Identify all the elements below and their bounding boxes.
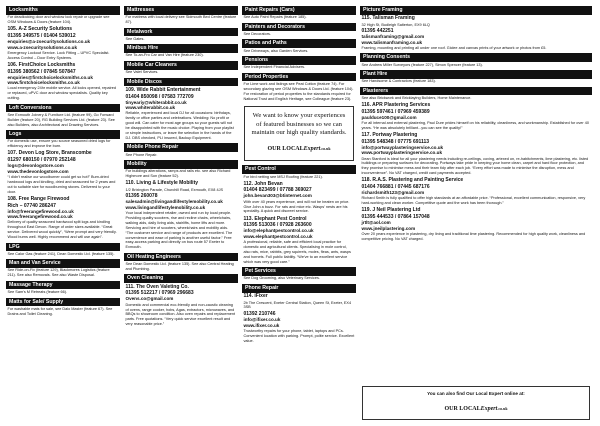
logo-part: .co.uk xyxy=(320,146,331,152)
logo-part: LOCAL xyxy=(282,146,304,153)
listing-email[interactable]: paulduce100@gmail.com xyxy=(361,114,417,120)
section-header-pet-services: Pet Services xyxy=(242,267,356,276)
logo-part: LOCAL xyxy=(459,406,481,412)
listing-name: 115. Talisman Framing xyxy=(361,15,415,22)
logo-part: .co.uk xyxy=(497,406,508,411)
online-footer-box xyxy=(362,386,590,420)
listing-email[interactable]: info@freerangefirewood.co.uk xyxy=(7,208,74,214)
phone-repair-text: See Phone Repair. xyxy=(125,152,158,157)
section-header-period: Period Properties xyxy=(242,73,356,82)
listing-description: A professional, reliable, safe and efficient local practice for domestic and agricultural clients. Specialising in mole control, also rats, mice, rabbits, grey squirrels, moles, fleas, ants, wasps and hornets. Full public liability. “We've to an excellent service which was very good care.” xyxy=(243,240,351,264)
listing-email[interactable]: info@portwayplasteringservice.co.uk xyxy=(361,144,444,150)
logo-part: Expert xyxy=(303,146,321,153)
listing-name: 118. R.A.S. Plastering and Painting Service xyxy=(361,177,464,184)
section-header-oil-heating: Oil Heating Engineers xyxy=(124,253,238,262)
listing-description: Local emergency 24hr mobile service. All locks opened, repaired or replaced, uPVC door and window specialists. Quality key cutting. xyxy=(7,86,116,101)
listing-email[interactable]: logs@devonlogstore.com xyxy=(7,163,64,169)
pensions-text: See Independent Financial Advisers. xyxy=(243,65,306,70)
listing-email[interactable]: Ovens.co@gmail.com xyxy=(125,296,174,302)
section-header-pest-control: Pest Control xyxy=(242,165,356,174)
listing-description: For all internal and external plastering, Paul Dure prides himself on his reliability, cleanliness, and workmanship. Established for over 40 years. “He was absolutely brilliant...you can see the quality!” xyxy=(361,121,589,130)
feedback-advert xyxy=(244,106,354,161)
section-header-lpg: LPG xyxy=(6,243,120,252)
logs-note: For domestic use, ensure you source seasoned dried logs for efficiency and improve the burn. xyxy=(7,139,111,149)
column-4 xyxy=(360,4,592,382)
patios-text: See Driveways, also Garden Services. xyxy=(243,48,309,53)
listing-description: Your local independent retailer, owned and run by local people. Providing quality scooters, rise and recline chairs, wheelchairs, walking aids, daily living aids, stairlifts, home lifts and more. Servicing and hire of scooters, wheelchairs and mobility aids. “The customer service and range of products are excellent. The convenience and ease of parking is another useful factor.” Free easy-access parking and directly on bus route 57 Exeter to Exmouth. xyxy=(125,211,233,250)
listing-website[interactable]: www.talismanframing.co.uk xyxy=(361,39,423,45)
listing-email[interactable]: info@elephantpestcontrol.co.uk xyxy=(243,228,314,234)
plasterers-note: See also Brickwork and Bricklaying Builders, Home Maintenance. xyxy=(361,95,472,100)
listing-phone[interactable]: 01297 680150 / 07970 252148 xyxy=(7,157,76,164)
listing-name: 117. Portway Plastering xyxy=(361,132,418,138)
massage-text: See Sam's M Retreats (feature 66). xyxy=(7,290,68,294)
listing-phone[interactable]: 01395 444533 / 07864 157048 xyxy=(361,214,430,221)
section-header-pensions: Pensions xyxy=(242,56,356,65)
mats-text: For washable mats for sale, see Dalo Master (feature 67). See Drains and Toilet Cleaning. xyxy=(7,306,113,316)
listing-address: 32 High St, Budleigh Salterton, EX9 6LQ xyxy=(361,22,430,27)
pest-control-note: For bird netting see MSJ Roofing (feature 221). xyxy=(243,174,323,179)
planning-text: See Andrew Miller Surveyors (feature 227), Simon Spencer (feature 13). xyxy=(361,62,483,67)
section-header-mobility: Mobility xyxy=(124,160,238,169)
section-header-man-van: Man and Van Service xyxy=(6,259,120,268)
logo-part: OUR xyxy=(444,406,458,412)
listing-email[interactable]: info@ifixer.co.uk xyxy=(243,316,281,322)
listing-description: Reliable, experienced and local DJ for all occasions: birthdays, family or office parties and celebrations. Wedding: No profit or good will. Can cater for most age groups so your guests will not be disappointed with the music choice. Playing from your playlist or simple instructions, or leave the selection in the hands of the DJ. DBS checked, PLI insured, Backup Equipment. xyxy=(125,111,234,140)
section-header-picture-framing: Picture Framing xyxy=(360,6,592,15)
section-header-phone-repair: Mobile Phone Repair xyxy=(124,143,238,152)
listing-name: 105. A-Z Security Solutions xyxy=(7,26,73,33)
section-header-car-cleaners: Mobile Car Cleaners xyxy=(124,61,238,70)
listing-name: 108. Free Range Firewood xyxy=(7,195,70,202)
listing-email[interactable]: tinyeariy@whiterabbit.co.uk xyxy=(125,99,187,105)
listing-phone[interactable]: 01395 548348 / 07775 691113 xyxy=(361,138,430,145)
listing-phone[interactable]: 01395 380562 / 07845 507847 xyxy=(7,68,76,75)
feedback-advert-text: We want to know your experiences of featured businesses so we can maintain our high quality standards. xyxy=(251,112,347,136)
section-header-planning: Planning Consents xyxy=(360,53,592,62)
minibus-text: See To-an-Fro Car and Van Hire (feature 230). xyxy=(125,53,204,58)
mobility-note: For buildings alterations, ramps and rails etc. see also Richard Highmore and Son (feature 52). xyxy=(125,169,231,179)
listing-website[interactable]: www.firstchoicelocksmiths.co.uk xyxy=(7,80,80,86)
listing-email[interactable]: enquiries@firstchoicelocksmiths.co.uk xyxy=(7,74,93,80)
section-header-patios: Patios and Paths xyxy=(242,39,356,48)
pet-services-text: See Dog Grooming, also Veterinary Services. xyxy=(243,276,320,281)
listing-name: 112. John Bevan xyxy=(243,180,283,187)
listing-phone[interactable]: 01395 349575 / 01404 539012 xyxy=(7,32,76,39)
listing-name: 116. APR Plastering Services xyxy=(361,102,431,109)
listing-email[interactable]: talismanframing@gmail.com xyxy=(361,34,425,40)
listing-description: Delivery of quality seasoned hardwood split logs and kindling throughout East Devon. Range of order sizes available. “Great service. Delivered wood quickly”, “Were prompt and very friendly. Wood burns well. Highly recommend and will use again”. xyxy=(7,220,117,240)
listing-phone[interactable]: 01404 823499 / 07788 369027 xyxy=(243,187,312,194)
section-header-phone-repair: Phone Repair xyxy=(242,284,356,293)
section-header-mattresses: Mattresses xyxy=(124,6,238,15)
paint-repairs-text: See Auto Paint Repairs (feature 185). xyxy=(243,15,307,20)
listing-website[interactable]: www.jneilplastering.com xyxy=(361,225,416,231)
listing-description: Emergency Lockout Service. Lock Fitting – UPVC Specialist. Access Control – Door Entry Systems. xyxy=(7,50,110,60)
metalwork-text: See Gates. xyxy=(125,36,145,41)
listing-description: Dean Stanford is ideal for all your plastering needs including re-ceilings, coving, artexed on, re-habitchments, lime plastering, etc. listed buildings or preparing surfaces for decorating. Portways take pride in keeping your home clean, carpet and hard floor protection, and they promise to minimise mess and their team tidy after each job. “Every effort was made to minimise the disruption, mess and inconvenience”. No VAT charged, credit card payments accepted. xyxy=(361,156,589,176)
painters-text: See Decorators. xyxy=(243,31,271,36)
listing-phone[interactable]: 01404 766881 / 07445 687176 xyxy=(361,184,430,191)
loft-text: See Exmouth Joinery & Furniture Ltd. (feature 99), Go Forward Builder (feature 20), RG Building Services Ltd. (feature 23). See also Builders, also Architectural and Drawing Services. xyxy=(7,112,115,127)
section-header-painters: Painters and Decorators xyxy=(242,23,356,32)
listing-phone[interactable]: 01395 597461 / 07969 459389 xyxy=(361,108,430,115)
car-cleaners-text: See Valet Services. xyxy=(125,70,159,75)
listing-description: Richard Smith is fully qualified to offer high standards at an affordable price. “Professional, excellent communication, responsive, very hard-working and clean worker. Competitive quote and the work has been thorough.” xyxy=(361,196,586,206)
listing-name: 114. iFixer xyxy=(243,293,268,300)
listing-description: Domestic and commercial eco-friendly and non-caustic cleaning of ovens, range cooker, hobs, Agas, extractors, microwaves, and BBQs to showroom condition. Also oven repairs and replacement parts. Free quotations. “Very quick service excellent result and very reasonable price.” xyxy=(125,302,236,327)
listing-description: “I didn't realise our woodburner could get so hot!” Burn-dried hardwood logs and kindling, dried and seasoned for 2 years and cut to suitable size for woodburning stoves. Delivered to your door. xyxy=(7,174,116,194)
listing-email[interactable]: jrtlt@aol.com xyxy=(361,220,391,226)
listing-phone[interactable]: 01392 210746 xyxy=(243,310,276,317)
listing-name: 109. Wide Rabbit Entertainment xyxy=(125,86,201,93)
listing-address: 2b The Crescent, Exeter Central Station, Queen St, Exeter, EX4 3SB xyxy=(243,300,352,310)
section-header-loft: Loft Conversions xyxy=(6,104,120,113)
listing-description: With over 40 years experience, and will not be beaten on price. Give John a buzz. For rats and mice etc. Wasps’ nests are his speciality. A quick and discreet service. xyxy=(243,199,350,214)
section-header-discos: Mobile Discos xyxy=(124,78,238,87)
online-footer-text: You can also find Our Local Expert online at: xyxy=(427,391,525,396)
listing-website[interactable]: www.whiterabbit.co.uk xyxy=(125,105,176,111)
listing-email[interactable]: salesadmin@livingandlifestylemobility.co.uk xyxy=(125,199,223,205)
listing-website[interactable]: www.ifixer.co.uk xyxy=(243,322,280,328)
listing-website[interactable]: www.elephantpestcontrol.co.uk xyxy=(243,233,313,239)
listing-email[interactable]: john.bevan303@btinternet.com xyxy=(243,193,312,199)
listing-description: Framing, mounting and printing all under one roof. Giclee and canvas prints of your artwork or photos from £5. xyxy=(361,45,547,50)
section-header-mats: Matts for Sale/ Supply xyxy=(6,298,120,307)
mattresses-text: For mattress with local delivery see Sidmouth Bed Centre (feature 87). xyxy=(125,15,237,25)
listing-name: 107. Devon Log Store, Branscombe xyxy=(7,150,92,157)
man-van-text: See Ride-on-Fix (feature 129), Blackmores Logistics (feature 211). See also Removals. See also Waste Disposal. xyxy=(7,268,110,278)
column-5 xyxy=(360,384,592,422)
listing-email[interactable]: enquiries@a-zsecuritysolutions.co.uk xyxy=(7,38,91,44)
listing-website[interactable]: www.portwayplasteringservice.co.uk xyxy=(361,150,443,156)
listing-website[interactable]: www.a-zsecuritysolutions.co.uk xyxy=(7,44,78,50)
plant-hire-text: See Handsome & Contractors (feature 183). xyxy=(361,79,436,84)
listing-name: 111. The Oven Valeting Co. xyxy=(125,283,189,290)
listing-phone[interactable]: 01395 513036 / 07928 263600 xyxy=(243,222,312,229)
listing-description: Over 20 years experience in plastering, dry lining and traditional lime plastering. Recommended for high quality work, cleanliness and competitive pricing. No VAT charged. xyxy=(361,231,586,241)
column-2 xyxy=(124,4,238,422)
column-1 xyxy=(6,4,120,422)
section-header-logs: Logs xyxy=(6,130,120,139)
listing-name: 106. FirstChoice Locksmiths xyxy=(7,61,76,68)
logo-part: OUR xyxy=(267,146,281,153)
listing-name: 113. Elephant Pest Control xyxy=(243,215,307,222)
listing-phone[interactable]: 01404 850098 / 07583 772709 xyxy=(125,93,194,100)
listing-phone[interactable]: 01395 260078 xyxy=(125,193,158,200)
period-text: For Lime work and listings see Peat Cotton (feature 74). For secondary glazing see OSM Windows & Doors Ltd. (feature 104). For restoration of period properties to the standards required for National Trust and English Heritage, see Colleague (feature 23). xyxy=(243,81,354,101)
column-3 xyxy=(242,4,356,422)
listing-address: 1/2 Brixington Parade, Churchill Road, Exmouth, EX8 4JS xyxy=(125,187,224,192)
our-local-expert-logo[interactable] xyxy=(444,406,507,412)
listing-website[interactable]: www.thedevonlogstore.com xyxy=(7,168,69,174)
lpg-text: See Calor Gas (feature 241), Dean Domestic Ltd. (feature 135). xyxy=(7,251,115,256)
oil-heating-text: See Dean Domestic Ltd. (feature 135). See also Central Heating and Plumbing. xyxy=(125,262,234,271)
our-local-expert-logo xyxy=(267,146,330,152)
listing-phone[interactable]: Rich – 07740 286247 xyxy=(7,202,56,209)
locksmiths-note: For deadlocking door and window lock repair or upgrade see OSM Windows & Doors (feature 104). xyxy=(7,15,110,25)
section-header-locksmiths: Locksmiths xyxy=(6,6,120,15)
section-header-metalwork: Metalwork xyxy=(124,28,238,37)
listing-name: 110. Living & Lifestyle Mobility xyxy=(125,180,199,187)
section-header-oven: Oven Cleaning xyxy=(124,274,238,283)
listing-phone[interactable]: 01395 512217 / 07969 296683 xyxy=(125,290,194,297)
section-header-plant-hire: Plant Hire xyxy=(360,70,592,79)
listing-description: Trustworthy repairs for your phone, tablet, laptops and PCs. Convenient location with parking. Prompt, polite service. Excellent value. xyxy=(243,328,355,343)
listing-email[interactable]: richardsmith123@gmail.com xyxy=(361,190,425,196)
listing-website[interactable]: www.livingandlifestylemobility.co.uk xyxy=(125,204,206,210)
listing-phone[interactable]: 01395 442251 xyxy=(361,28,394,35)
listing-website[interactable]: www.freerangefirewood.co.uk xyxy=(7,214,73,220)
section-header-paint-repairs: Paint Repairs (Cars) xyxy=(242,6,356,15)
listing-name: 119. J Neil Plastering Ltd xyxy=(361,207,421,214)
section-header-plasterers: Plasterers xyxy=(360,87,592,96)
section-header-massage: Massage Therapy xyxy=(6,281,120,290)
logo-part: Expert xyxy=(480,406,498,412)
section-header-minibus: Minibus Hire xyxy=(124,44,238,53)
